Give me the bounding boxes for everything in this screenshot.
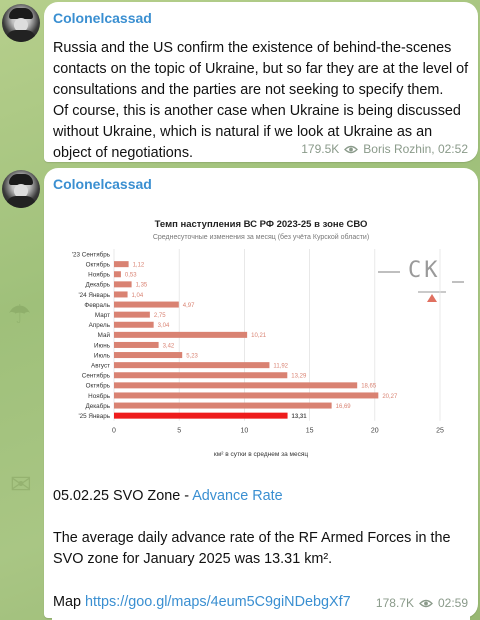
bar: [114, 362, 269, 368]
y-tick-label: Апрель: [88, 322, 110, 330]
chart-title: Темп наступления ВС РФ 2023-25 в зоне СВО: [154, 219, 368, 230]
view-count: 178.7K: [375, 596, 414, 610]
message-meta: [301, 142, 468, 156]
y-tick-label: '25 Январь: [78, 412, 110, 420]
bar: [114, 322, 154, 328]
message-time: 02:59: [437, 596, 468, 610]
bar: [114, 382, 357, 388]
y-tick-label: Июнь: [93, 342, 110, 350]
map-label: Map: [53, 594, 81, 610]
y-tick-label: Октябрь: [85, 261, 110, 269]
bar: [114, 332, 247, 338]
data-label: 13,31: [291, 413, 307, 420]
bar: [114, 342, 159, 348]
y-tick-label: Март: [94, 311, 110, 319]
data-label: 10,21: [251, 333, 267, 340]
message-text: Russia and the US confirm the existence of behind-the-scenes contacts on the topic of Ukraine, but so far they are at the level of consultations and the parties are not seeking to specify them. Of course, this is another case when Ukraine is being discussed without Ukraine, which is natural if we look at Ukraine as an object of negotiations.: [53, 40, 469, 161]
x-tick-label: 15: [305, 427, 314, 435]
data-label: 3,04: [157, 323, 170, 330]
bar: [114, 291, 128, 297]
data-label: 5,23: [186, 353, 198, 360]
sender-name[interactable]: Colonelcassad: [53, 10, 152, 26]
y-tick-label: Декабрь: [85, 402, 110, 410]
y-tick-label: Февраль: [84, 301, 110, 309]
avatar[interactable]: [2, 170, 40, 208]
x-tick-label: 0: [112, 427, 116, 435]
eye-icon: [419, 599, 433, 608]
data-label: 1,35: [135, 282, 148, 289]
bar: [114, 352, 182, 358]
y-tick-label: Декабрь: [85, 281, 110, 289]
data-label: 20,27: [382, 393, 398, 400]
y-tick-label: Май: [97, 332, 110, 340]
bar-chart: [52, 201, 470, 451]
bar: [114, 372, 287, 378]
data-label: 2,75: [153, 312, 166, 319]
y-tick-label: Октябрь: [85, 382, 110, 390]
y-tick-label: Ноябрь: [88, 271, 110, 279]
message-bubble: [44, 2, 478, 162]
avatar[interactable]: [2, 4, 40, 42]
bar: [114, 403, 332, 409]
bar: [114, 413, 288, 419]
y-tick-label: '24 Январь: [78, 291, 110, 299]
data-label: 13,29: [291, 373, 307, 380]
author-time: Boris Rozhin, 02:52: [363, 142, 468, 156]
eye-icon: [344, 145, 358, 154]
post-heading-prefix: 05.02.25 SVO Zone -: [53, 488, 193, 504]
advance-rate-link[interactable]: Advance Rate: [192, 488, 283, 504]
message-bubble: [44, 168, 478, 618]
bar: [114, 302, 179, 308]
bar: [114, 312, 150, 318]
data-label: 1,04: [131, 292, 144, 299]
y-tick-label: Июль: [93, 352, 110, 360]
message-meta: [376, 596, 468, 610]
x-tick-label: 10: [240, 427, 249, 435]
y-tick-label: Август: [91, 362, 110, 370]
background-doodle: ☂: [8, 300, 32, 330]
map-link[interactable]: https://goo.gl/maps/4eum5C9giNDebgXf7: [85, 594, 351, 610]
x-tick-label: 5: [177, 427, 182, 435]
post-body: The average daily advance rate of the RF Armed Forces in the SVO zone for January 2025 was 13.31 km².: [53, 530, 451, 567]
bar: [114, 392, 378, 398]
data-label: 18,65: [361, 383, 377, 390]
logo-text: CK: [408, 258, 441, 283]
data-label: 1,12: [132, 262, 145, 269]
y-tick-label: '23 Сентябрь: [71, 251, 110, 259]
data-label: 16,69: [335, 403, 351, 410]
data-label: 11,92: [273, 363, 289, 370]
bar: [114, 261, 129, 267]
y-tick-label: Сентябрь: [81, 372, 110, 380]
sender-name[interactable]: Colonelcassad: [53, 176, 152, 192]
data-label: 0,53: [124, 272, 137, 279]
map-line: [53, 592, 351, 613]
x-tick-label: 20: [370, 427, 379, 435]
data-label: 3,42: [162, 343, 175, 350]
bar: [114, 271, 121, 277]
data-label: 4,97: [182, 302, 195, 309]
view-count: 179.5K: [301, 142, 340, 156]
post-heading: [53, 486, 283, 507]
background-doodle: ✉: [10, 470, 32, 500]
x-tick-label: 25: [436, 427, 444, 435]
y-tick-label: Ноябрь: [88, 392, 110, 400]
bar: [114, 281, 132, 287]
x-axis-label: км² в сутки в среднем за месяц: [213, 451, 309, 458]
chart-subtitle: Среднесуточные изменения за месяц (без учёта Курской области): [152, 234, 370, 241]
